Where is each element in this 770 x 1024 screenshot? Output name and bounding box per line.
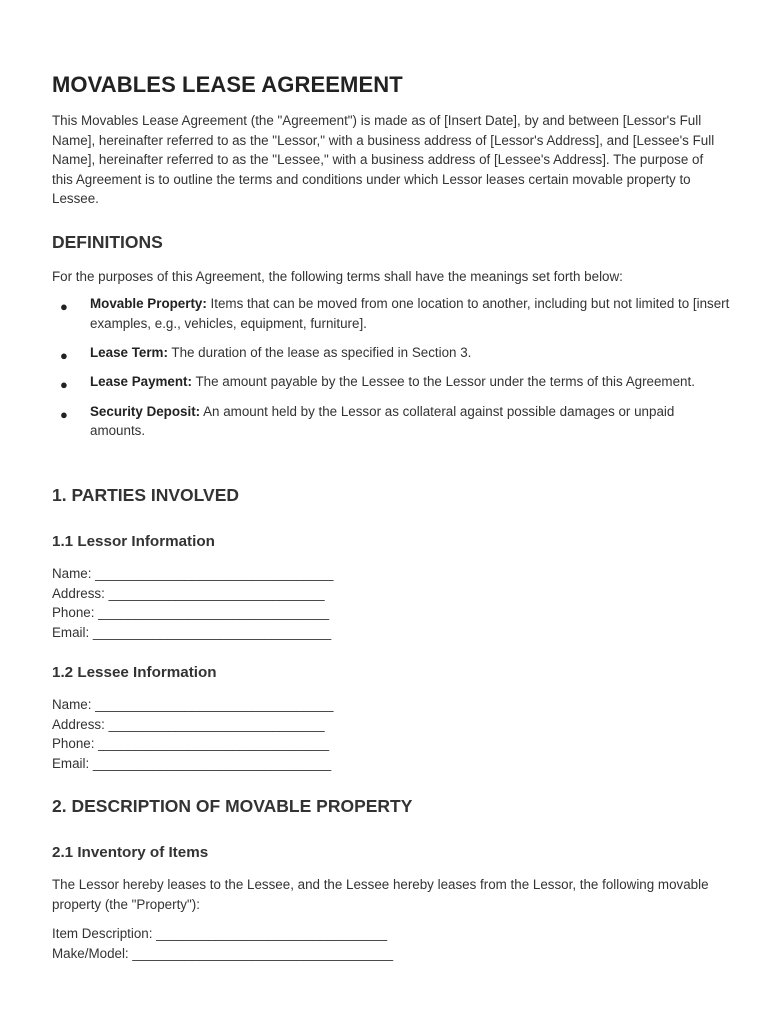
definition-item-lease-payment: [52, 372, 732, 392]
item-description-field[interactable]: Item Description: _______________________________: [52, 926, 388, 941]
bullet-icon: ●: [60, 377, 68, 393]
lessor-address-field[interactable]: Address: _____________________________: [52, 585, 325, 601]
bullet-icon: ●: [60, 347, 68, 363]
definition-term: Lease Payment:: [90, 374, 192, 390]
lessee-fields: [52, 695, 333, 773]
definition-text: An amount held by the Lessor as collateral against possible damages or unpaid amounts.: [90, 403, 675, 439]
lessee-email-field[interactable]: Email: ________________________________: [52, 755, 332, 771]
definitions-intro: For the purposes of this Agreement, the following terms shall have the meanings set forth below:: [52, 269, 623, 284]
inventory-paragraph: The Lessor hereby leases to the Lessee, and the Lessee hereby leases from the Lessor, the following movable property (the "Property"):: [52, 877, 709, 912]
lessor-phone-field[interactable]: Phone: _______________________________: [52, 605, 330, 621]
definition-text: Items that can be moved from one location to another, including but not limited to [insert examples, e.g., vehicles, equipment, furniture].: [90, 296, 730, 331]
lessee-info-heading: 1.2 Lessee Information: [52, 664, 217, 681]
definition-term: Lease Term:: [90, 344, 168, 360]
inventory-heading: 2.1 Inventory of Items: [52, 844, 209, 861]
intro-paragraph: This Movables Lease Agreement (the "Agreement") is made as of [Insert Date], by and between [Lessor's Full Name], hereinafter referred to as the "Lessor," with a business address of [Lessor's Address], and [Lessee's Full Name], hereinafter referred to as the "Lessee," with a business address of [Lessee's Address]. The purpose of this Agreement is to outline the terms and conditions under which Lessor leases certain movable property to Lessee.: [52, 113, 715, 207]
lessee-address-field[interactable]: Address: _____________________________: [52, 716, 325, 732]
lessor-name-field[interactable]: Name: ________________________________: [52, 566, 334, 581]
definition-item-lease-term: [52, 343, 732, 363]
definitions-list: [52, 294, 732, 451]
section-1-heading: 1. PARTIES INVOLVED: [52, 485, 240, 505]
definitions-heading: DEFINITIONS: [52, 232, 163, 252]
definition-term: Movable Property:: [90, 296, 207, 311]
definition-text: The duration of the lease as specified in Section 3.: [167, 344, 472, 360]
definition-term: Security Deposit:: [90, 403, 201, 419]
bullet-icon: ●: [60, 299, 68, 314]
definition-item-movable-property: [52, 294, 732, 333]
lessor-info-heading: 1.1 Lessor Information: [52, 533, 215, 550]
inventory-fields: [52, 924, 393, 963]
lessee-name-field[interactable]: Name: ________________________________: [52, 697, 334, 712]
lessor-fields: [52, 564, 333, 642]
bullet-icon: ●: [60, 406, 68, 422]
definition-item-security-deposit: [52, 402, 732, 441]
document-title: MOVABLES LEASE AGREEMENT: [52, 72, 403, 97]
definition-text: The amount payable by the Lessee to the Lessor under the terms of this Agreement.: [191, 374, 695, 390]
lessee-phone-field[interactable]: Phone: _______________________________: [52, 736, 330, 752]
make-model-field[interactable]: Make/Model: ___________________________________: [52, 945, 394, 961]
lessor-email-field[interactable]: Email: ________________________________: [52, 624, 332, 640]
section-2-heading: 2. DESCRIPTION OF MOVABLE PROPERTY: [52, 796, 413, 816]
